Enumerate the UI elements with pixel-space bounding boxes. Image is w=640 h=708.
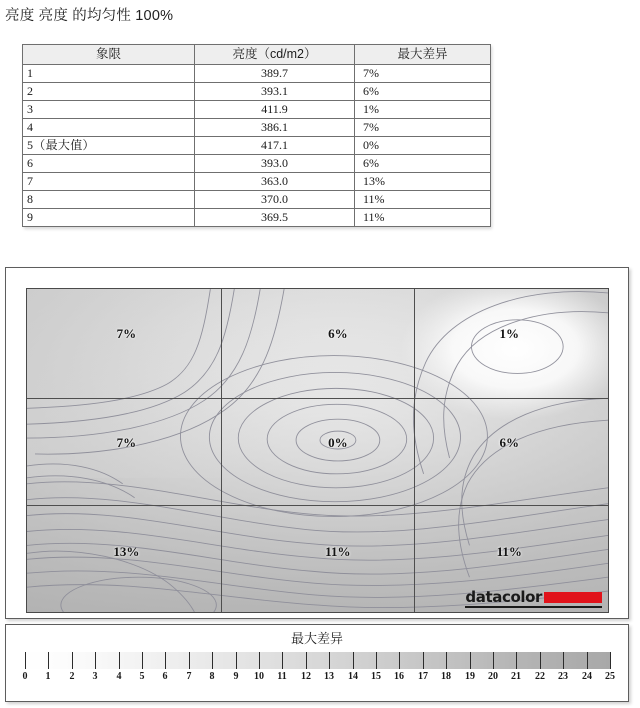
cell-quadrant: 3 (23, 101, 195, 119)
legend-tick-mark (329, 652, 330, 669)
legend-tick-mark (119, 652, 120, 669)
cell-deviation-text: 6% (363, 156, 379, 170)
legend-tick-label: 1 (45, 671, 51, 682)
legend-tick-mark (399, 652, 400, 669)
uniformity-chart-panel (5, 267, 629, 619)
legend-tick-label: 19 (465, 671, 475, 682)
legend-tick-label: 15 (371, 671, 381, 682)
legend-tick-mark (212, 652, 213, 669)
legend-tick-label: 23 (558, 671, 568, 682)
legend-tick-label: 3 (92, 671, 98, 682)
legend-tick-label: 25 (605, 671, 615, 682)
cell-deviation (355, 191, 491, 209)
cell-luminance: 363.0 (195, 173, 355, 191)
legend-tick-mark (563, 652, 564, 669)
zone-label: 11% (496, 544, 522, 560)
column-header-luminance: 亮度（cd/m2） (195, 45, 355, 65)
table-row (23, 209, 491, 227)
zone-label: 13% (113, 544, 140, 560)
legend-tick-mark (142, 652, 143, 669)
cell-deviation (355, 137, 491, 155)
cell-quadrant: 9 (23, 209, 195, 227)
cell-quadrant: 1 (23, 65, 195, 83)
cell-deviation (355, 83, 491, 101)
zone-label: 7% (116, 435, 137, 451)
cell-deviation (355, 101, 491, 119)
table-row (23, 101, 491, 119)
cell-quadrant: 2 (23, 83, 195, 101)
cell-deviation-text: 7% (363, 120, 379, 134)
cell-quadrant: 8 (23, 191, 195, 209)
legend-tick-label: 16 (394, 671, 404, 682)
legend-tick-mark (376, 652, 377, 669)
legend-title: 最大差异 (290, 631, 343, 646)
cell-luminance: 369.5 (195, 209, 355, 227)
cell-quadrant: 5（最大值） (23, 137, 195, 155)
legend-tick-mark (189, 652, 190, 669)
cell-quadrant: 4 (23, 119, 195, 137)
cell-deviation-text: 11% (363, 210, 385, 224)
legend-tick-label: 14 (348, 671, 358, 682)
cell-luminance: 417.1 (195, 137, 355, 155)
legend-tick-label: 2 (69, 671, 75, 682)
legend-tick-label: 24 (582, 671, 592, 682)
cell-deviation (355, 65, 491, 83)
datacolor-underline (465, 606, 602, 608)
legend-tick-label: 18 (441, 671, 451, 682)
cell-deviation (355, 155, 491, 173)
cell-quadrant: 6 (23, 155, 195, 173)
cell-deviation-text: 13% (363, 174, 385, 188)
cell-quadrant: 7 (23, 173, 195, 191)
legend-tick-label: 4 (116, 671, 122, 682)
legend-tick-label: 17 (418, 671, 428, 682)
legend-tick-label: 21 (511, 671, 521, 682)
legend-tick-mark (540, 652, 541, 669)
table-row (23, 137, 491, 155)
cell-deviation (355, 119, 491, 137)
legend-tick-label: 10 (254, 671, 264, 682)
zone-label: 11% (325, 544, 351, 560)
cell-luminance: 389.7 (195, 65, 355, 83)
legend-tick-mark (72, 652, 73, 669)
legend-tick-label: 7 (186, 671, 192, 682)
cell-deviation-text: 11% (363, 192, 385, 206)
legend-tick-label: 9 (233, 671, 239, 682)
legend-tick-mark (306, 652, 307, 669)
zone-label: 6% (499, 435, 519, 451)
legend-tick-mark (353, 652, 354, 669)
legend-tick-mark (423, 652, 424, 669)
table-header-row (23, 45, 491, 65)
legend-tick-mark (446, 652, 447, 669)
legend-tick-label: 8 (209, 671, 215, 682)
cell-deviation (355, 209, 491, 227)
legend-panel (5, 624, 629, 702)
legend-scale (22, 652, 615, 688)
legend-tick-label: 5 (139, 671, 145, 682)
table-row (23, 155, 491, 173)
legend-tick-label: 11 (277, 671, 287, 682)
legend-tick-label: 0 (22, 671, 28, 682)
cell-deviation-text: 7% (363, 66, 379, 80)
column-header-quadrant: 象限 (23, 45, 195, 65)
legend-tick-mark (470, 652, 471, 669)
legend-gradient-bar (25, 652, 611, 669)
datacolor-red-bar (544, 592, 602, 603)
legend-tick-mark (587, 652, 588, 669)
cell-luminance: 411.9 (195, 101, 355, 119)
page-title: 亮度 亮度 的均匀性 100% (5, 8, 174, 24)
contour-graphic (27, 289, 608, 612)
legend-tick-label: 13 (324, 671, 334, 682)
quadrant-table (22, 44, 490, 227)
table-row (23, 83, 491, 101)
table-row (23, 65, 491, 83)
legend-tick-label: 22 (535, 671, 545, 682)
legend-tick-mark (259, 652, 260, 669)
datacolor-wordmark: datacolor (465, 588, 542, 606)
cell-deviation-text: 1% (363, 102, 379, 116)
cell-deviation-text: 6% (363, 84, 379, 98)
cell-luminance: 370.0 (195, 191, 355, 209)
datacolor-logo (465, 590, 602, 606)
legend-tick-mark (282, 652, 283, 669)
contour-plot (26, 288, 609, 613)
zone-label: 6% (328, 325, 348, 341)
table-row (23, 191, 491, 209)
cell-luminance: 386.1 (195, 119, 355, 137)
table-row (23, 173, 491, 191)
legend-tick-mark (516, 652, 517, 669)
table-row (23, 119, 491, 137)
legend-tick-mark (493, 652, 494, 669)
legend-tick-label: 20 (488, 671, 498, 682)
zone-label: 7% (116, 325, 137, 341)
zone-label: 1% (499, 325, 519, 341)
table-body (23, 65, 491, 227)
cell-deviation-text: 0% (363, 138, 379, 152)
zone-label: 0% (328, 435, 348, 451)
legend-tick-label: 12 (301, 671, 311, 682)
legend-tick-mark (165, 652, 166, 669)
legend-tick-mark (25, 652, 26, 669)
legend-tick-mark (48, 652, 49, 669)
cell-luminance: 393.0 (195, 155, 355, 173)
legend-tick-label: 6 (162, 671, 168, 682)
column-header-deviation: 最大差异 (355, 45, 491, 65)
cell-luminance: 393.1 (195, 83, 355, 101)
legend-tick-mark (95, 652, 96, 669)
legend-tick-mark (610, 652, 611, 669)
legend-tick-mark (236, 652, 237, 669)
cell-deviation (355, 173, 491, 191)
